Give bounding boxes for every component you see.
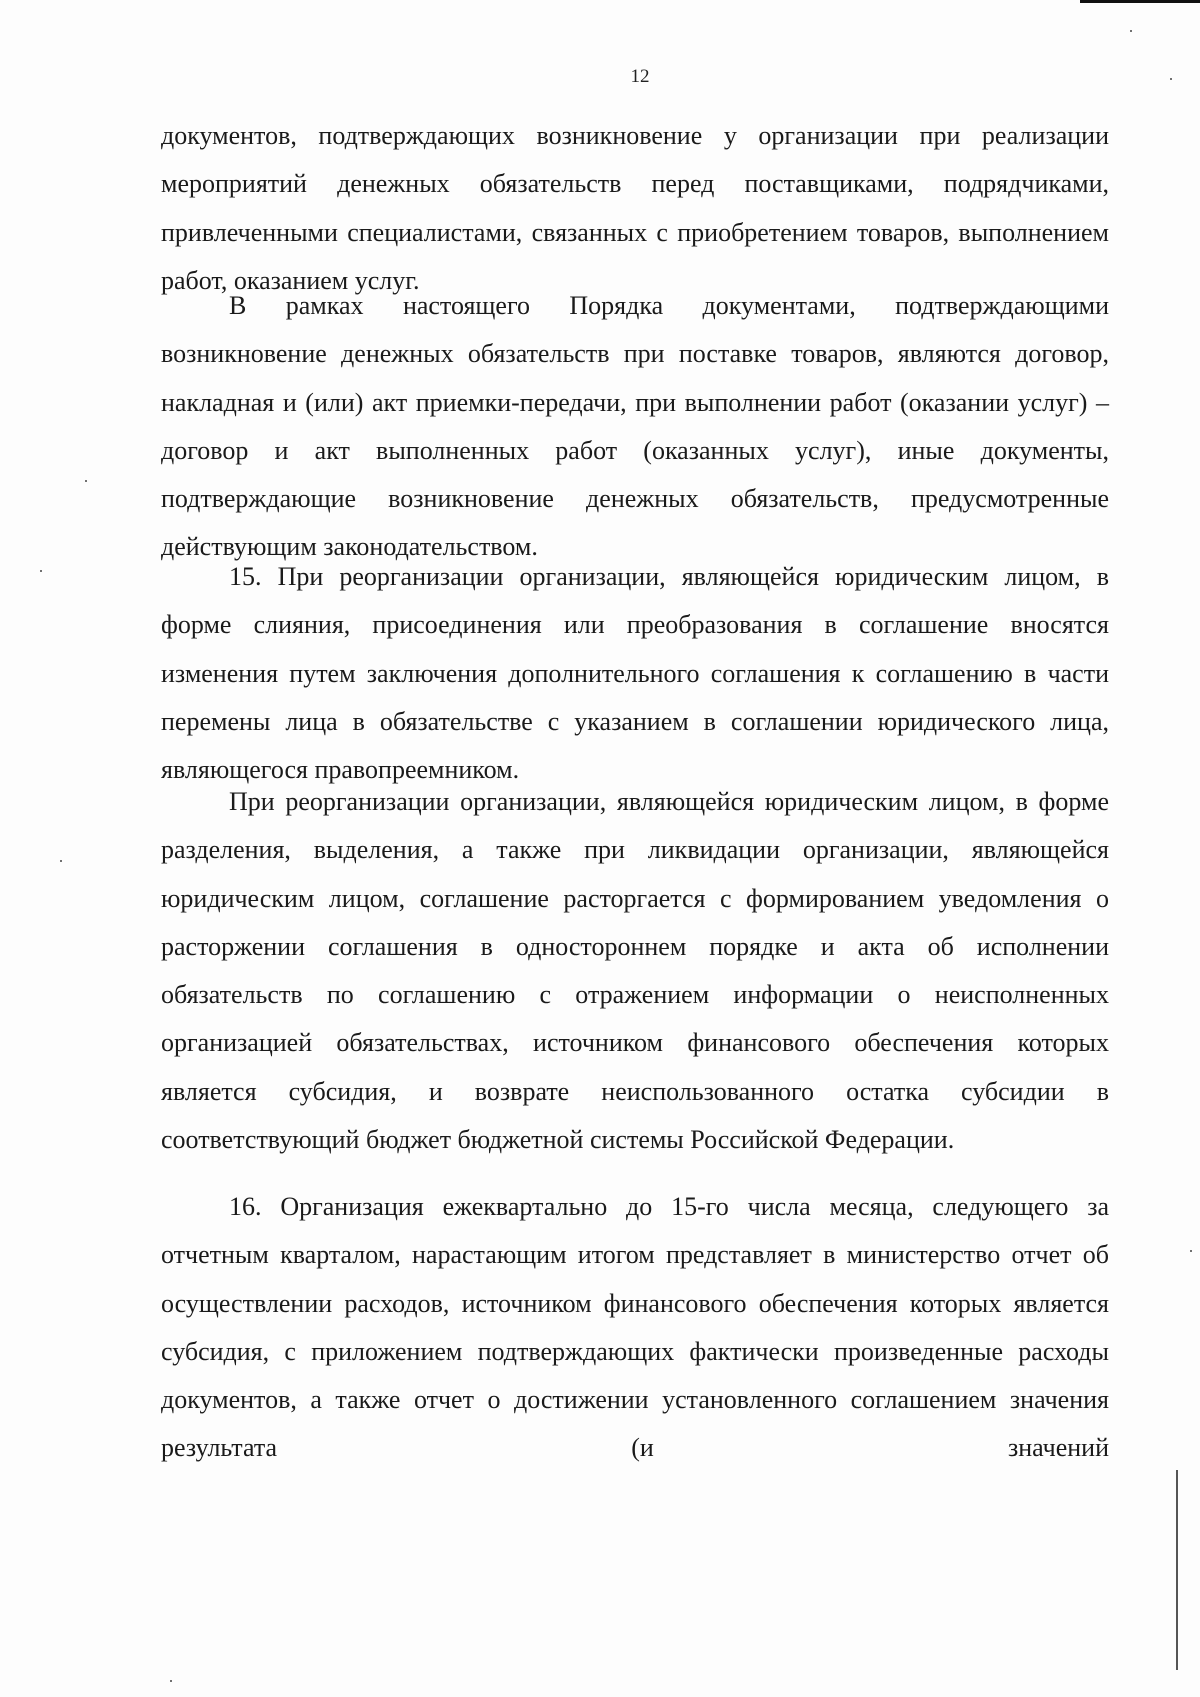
paragraph-block-1: [161, 112, 1109, 305]
scan-edge-mark: [1176, 1470, 1178, 1670]
paragraph-block-5: [161, 1183, 1109, 1473]
paragraph-item-15: 15. При реорганизации организации, являющейся юридическим лицом, в форме слияния, присоединения или преобразования в соглашение вносятся изменения путем заключения дополнительного соглашения к соглашению в части перемены лица в обязательстве с указанием в соглашении юридического лица, являющегося правопреемником.: [161, 562, 1109, 785]
paragraph-continuation: документов, подтверждающих возникновение у организации при реализации мероприятий денежных обязательств перед поставщиками, подрядчиками, привлеченными специалистами, связанных с приобретением товаров, выполнением работ, оказанием услуг.: [161, 121, 1109, 295]
scan-speck: [40, 570, 42, 572]
paragraph-block-3: [161, 553, 1109, 794]
page-number: 12: [630, 66, 650, 87]
scan-speck: [1170, 78, 1172, 80]
scan-speck: [85, 480, 87, 482]
scan-border-mark: [1080, 0, 1200, 3]
scan-speck: [1130, 30, 1132, 32]
scan-speck: [1190, 1250, 1192, 1252]
paragraph-reorganization-liquidation: При реорганизации организации, являющейся юридическим лицом, в форме разделения, выделения, а также при ликвидации организации, являющейся юридическим лицом, соглашение расторгается с формированием уведомления о расторжении соглашения в одностороннем порядке и акта об исполнении обязательств по соглашению с отражением информации о неисполненных организацией обязательствах, источником финансового обеспечения которых является субсидия, и возврате неиспользованного остатка субсидии в соответствующий бюджет бюджетной системы Российской Федерации.: [161, 787, 1109, 1155]
paragraph-block-4: [161, 778, 1109, 1164]
paragraph-item-16: 16. Организация ежеквартально до 15-го числа месяца, следующего за отчетным кварталом, нарастающим итогом представляет в министерство отчет об осуществлении расходов, источником финансового обеспечения которых является субсидия, с приложением подтверждающих фактически произведенные расходы документов, а также отчет о достижении установленного соглашением значения результата (и значений: [161, 1192, 1109, 1463]
scan-speck: [170, 1680, 172, 1682]
paragraph-block-2: [161, 282, 1109, 572]
scan-speck: [60, 860, 62, 862]
paragraph-documents-definition: В рамках настоящего Порядка документами, подтверждающими возникновение денежных обязательств при поставке товаров, являются договор, накладная и (или) акт приемки-передачи, при выполнении работ (оказании услуг) – договор и акт выполненных работ (оказанных услуг), иные документы, подтверждающие возникновение денежных обязательств, предусмотренные действующим законодательством.: [161, 291, 1109, 562]
